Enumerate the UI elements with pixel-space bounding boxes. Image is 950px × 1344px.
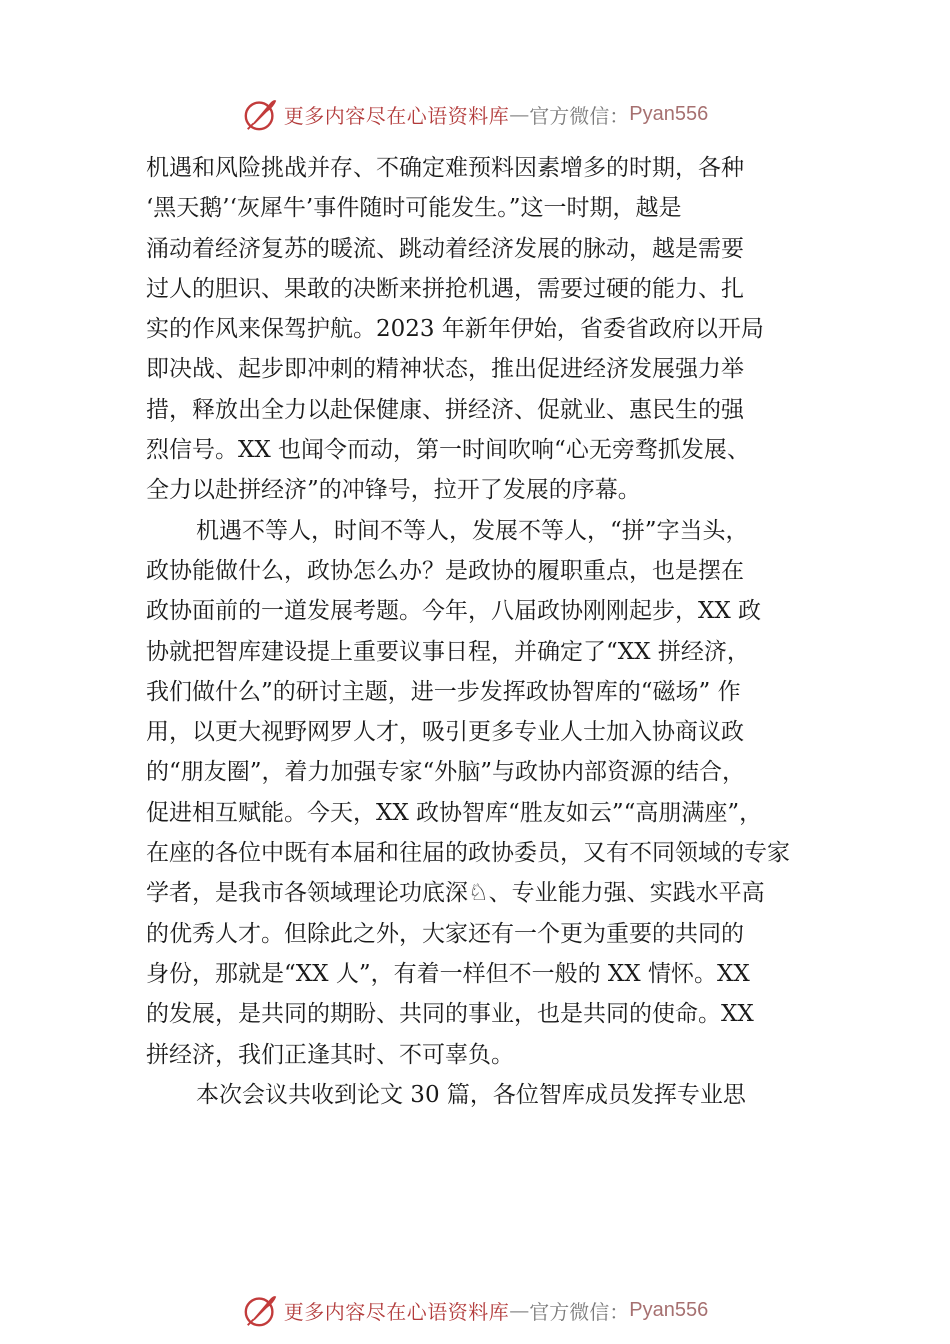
text-line: 实的作风来保驾护航。2023 年新年伊始，省委省政府以开局 [146,316,764,343]
text-line: 用，以更大视野网罗人才，吸引更多专业人士加入协商议政 [146,719,744,746]
text-line: 协就把智库建设提上重要议事日程，并确定了“XX 拼经济， [146,638,750,665]
paragraph-start-line: 本次会议共收到论文 30 篇，各位智库成员发挥专业思 [196,1081,746,1108]
text-line: 的“朋友圈”，着力加强专家“外脑”与政协内部资源的结合， [146,759,746,786]
footer-wechat-label: 官方微信： [529,1299,630,1324]
text-line: 政协面前的一道发展考题。今年，八届政协刚刚起步，XX 政 [146,598,762,625]
text-line: 的发展，是共同的期盼、共同的事业，也是共同的使命。XX [146,1001,754,1028]
text-line: 措，释放出全力以赴保健康、拼经济、促就业、惠民生的强 [146,396,744,423]
text-line: 促进相互赋能。今天，XX 政协智库“胜友如云”“高朋满座”， [146,799,763,826]
text-line: 全力以赴拼经济”的冲锋号，拉开了发展的序幕。 [146,477,641,504]
text-line: 机遇和风险挑战并存、不确定难预料因素增多的时期，各种 [146,155,744,181]
quill-logo-icon [242,1291,280,1329]
paragraph-start-line: 机遇不等人，时间不等人，发展不等人，“拼”字当头， [196,517,749,544]
header-wechat-label: 官方微信： [529,103,630,128]
footer-wechat-id: Pyan556 [629,1298,709,1321]
text-line: 的优秀人才。但除此之外，大家还有一个更为重要的共同的 [146,920,744,947]
text-line: 学者，是我市各领域理论功底深♘、专业能力强、实践水平高 [146,880,765,907]
footer-separator: — [509,1298,530,1322]
footer-watermark-banner [0,1290,950,1330]
header-watermark-banner [0,94,950,134]
text-line: 烈信号。XX 也闻令而动，第一时间吹响“心无旁骛抓发展、 [146,437,750,464]
document-body [146,148,832,1115]
header-wechat-id: Pyan556 [629,102,709,125]
footer-site-text: 更多内容尽在心语资料库 [283,1299,510,1324]
text-line: 身份，那就是“XX 人”，有着一样但不一般的 XX 情怀。XX [146,960,750,987]
text-line: ‘黑天鹅’‘灰犀牛’事件随时可能发生。”这一时期，越是 [146,195,682,222]
text-line: 拼经济，我们正逢其时、不可辜负。 [146,1041,514,1068]
text-line: 政协能做什么，政协怎么办？是政协的履职重点，也是摆在 [146,557,744,584]
text-line: 即决战、起步即冲刺的精神状态，推出促进经济发展强力举 [146,356,744,383]
text-line: 我们做什么”的研讨主题，进一步发挥政协智库的“磁场” 作 [146,678,741,705]
text-line: 涌动着经济复苏的暖流、跳动着经济发展的脉动，越是需要 [146,235,744,262]
header-site-text: 更多内容尽在心语资料库 [283,103,510,128]
header-separator: — [509,102,530,126]
text-line: 在座的各位中既有本届和往届的政协委员，又有不同领域的专家 [146,840,790,867]
text-line: 过人的胆识、果敢的决断来拼抢机遇，需要过硬的能力、扎 [146,275,744,302]
quill-logo-icon [242,95,280,133]
